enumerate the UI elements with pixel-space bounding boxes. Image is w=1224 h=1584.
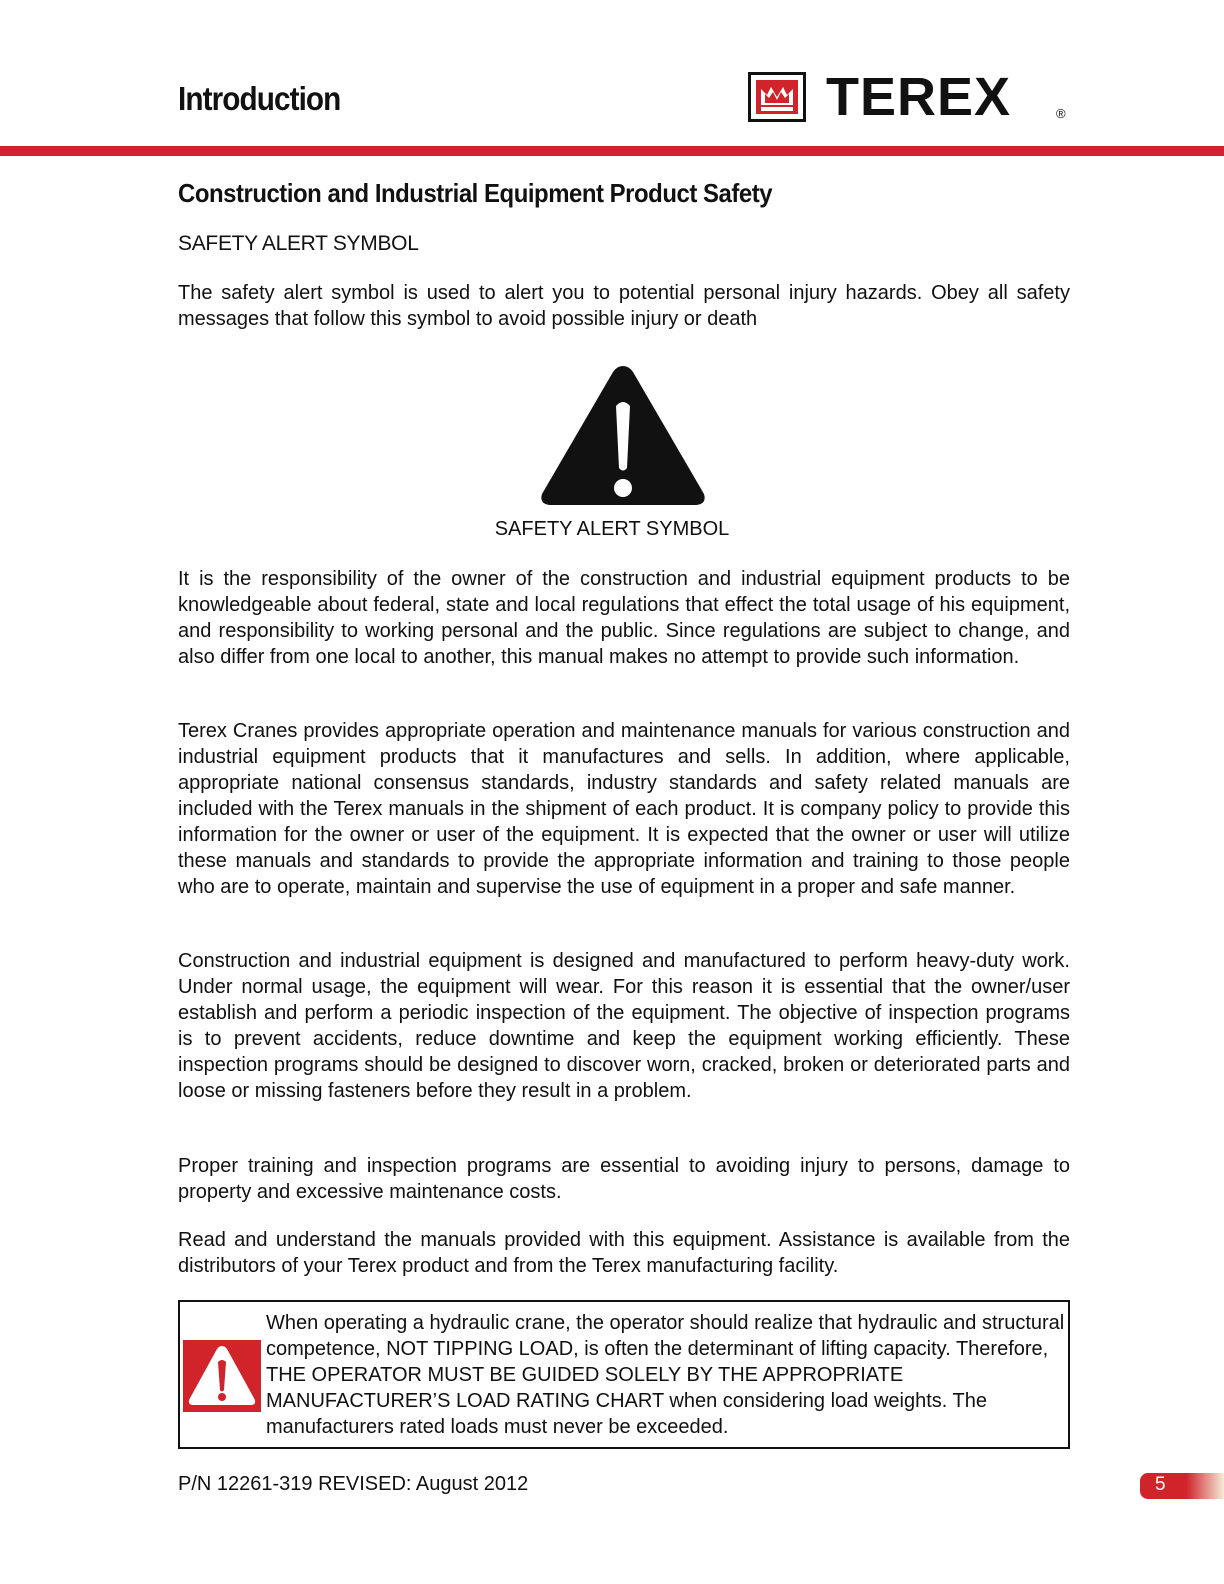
paragraph-assistance: Read and understand the manuals provided with this equipment. Assistance is available from the distributors of your Terex product and from the Terex manufacturing facility. <box>178 1229 1070 1277</box>
terex-logo <box>748 67 1078 128</box>
footer-part-number: P/N 12261-319 REVISED: August 2012 <box>178 1473 529 1495</box>
paragraph-manuals: Terex Cranes provides appropriate operation and maintenance manuals for various construction and industrial equipment products that it manufactures and sells. In addition, where applicable, appropriate national consensus standards, industry standards and safety related manuals are included with the Terex manuals in the shipment of each product. It is company policy to provide this information for the owner or user of the equipment. It is expected that the owner or user will utilize these manuals and standards to provide the appropriate information and training to those people who are to operate, maintain and supervise the use of equipment in a proper and safe manner. <box>178 720 1070 898</box>
page-number-tab <box>1140 1473 1224 1499</box>
logo-wordmark: TEREX <box>826 67 1012 127</box>
paragraph-responsibility: It is the responsibility of the owner of the construction and industrial equipment products to be knowledgeable about federal, state and local regulations that effect the total usage of his equipment, and responsibility to working personal and the public. Since regulations are subject to change, and also differ from one local to another, this manual makes no attempt to provide such information. <box>178 568 1070 668</box>
symbol-caption: SAFETY ALERT SYMBOL <box>494 518 730 540</box>
intro-paragraph: The safety alert symbol is used to alert you to potential personal injury hazards. Obey all safety messages that follow this symbol to avoid possible injury or death <box>178 282 1070 330</box>
safety-alert-triangle-icon <box>536 360 710 510</box>
header-divider <box>0 146 1224 156</box>
warning-text: When operating a hydraulic crane, the operator should realize that hydraulic and structural competence, NOT TIPPING LOAD, is often the determinant of lifting capacity. Therefore, THE OPERATOR MUST BE GUIDED SOLELY BY THE APPROPRIATE MANUFACTURER’S LOAD RATING CHART when considering load weights. The manufacturers rated loads must never be exceeded. <box>266 1312 1065 1438</box>
registered-mark: ® <box>1056 106 1066 121</box>
paragraph-training: Proper training and inspection programs are essential to avoiding injury to persons, damage to property and excessive maintenance costs. <box>178 1155 1070 1203</box>
section-title: Construction and Industrial Equipment Product Safety <box>178 178 773 208</box>
paragraph-inspection: Construction and industrial equipment is designed and manufactured to perform heavy-duty work. Under normal usage, the equipment will wear. For this reason it is essential that the owner/user establish and perform a periodic inspection of the equipment. The objective of inspection programs is to prevent accidents, reduce downtime and keep the equipment working efficiently. These inspection programs should be designed to discover worn, cracked, broken or deteriorated parts and loose or missing fasteners before they result in a problem. <box>178 950 1070 1102</box>
page-number: 5 <box>1155 1474 1166 1495</box>
terex-crown-icon <box>748 72 806 122</box>
subsection-title: SAFETY ALERT SYMBOL <box>178 232 419 255</box>
header-title: Introduction <box>178 80 341 117</box>
warning-box <box>178 1300 1070 1449</box>
warning-triangle-icon <box>183 1340 261 1412</box>
